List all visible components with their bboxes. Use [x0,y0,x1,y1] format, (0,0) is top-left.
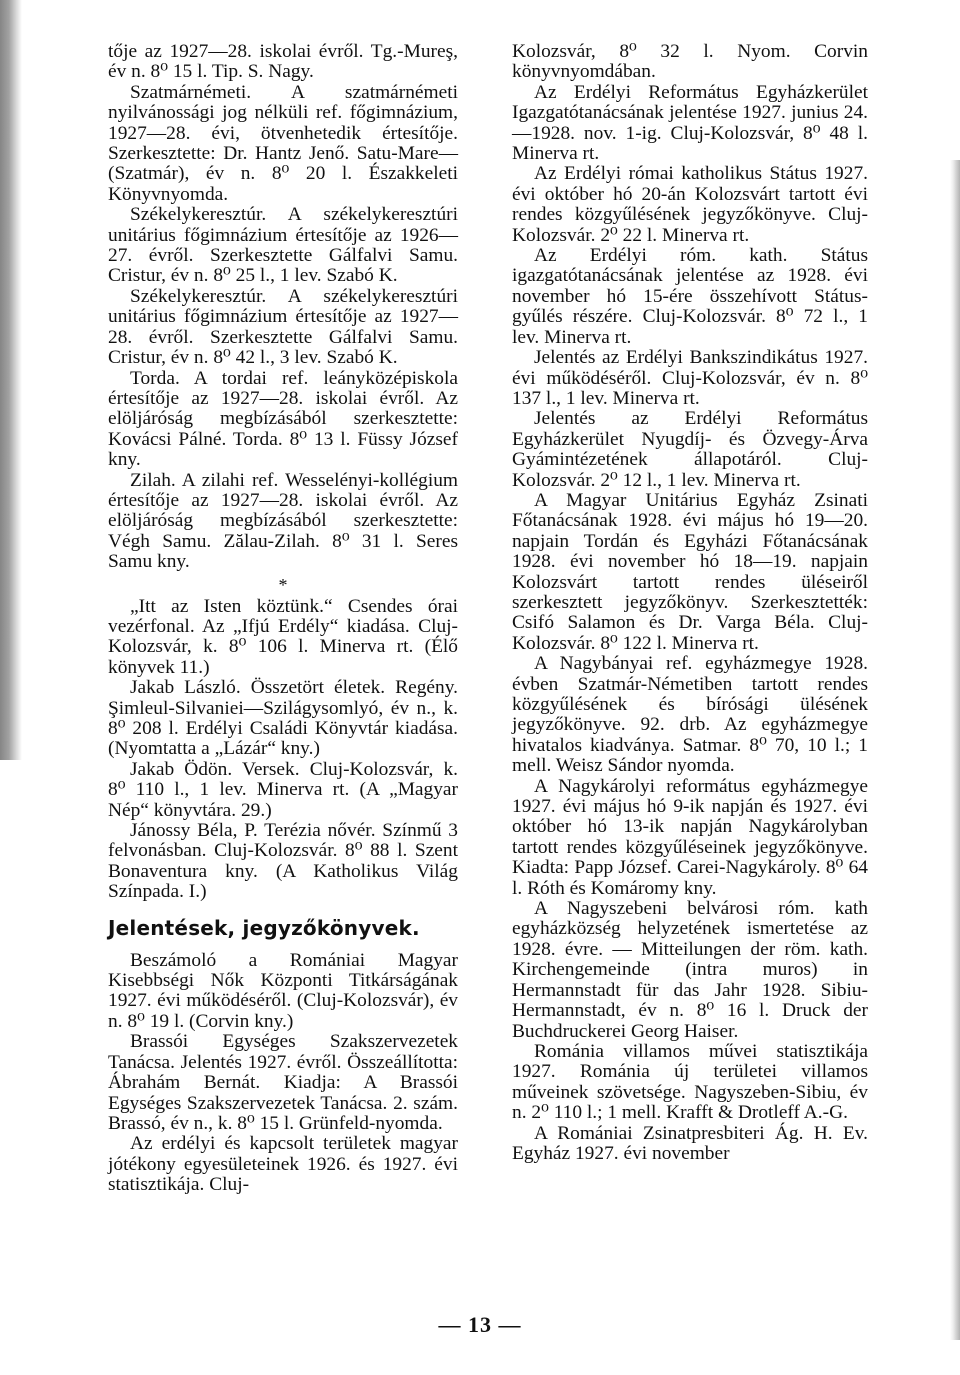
bibliography-entry: A Romániai Zsinatpresbiteri Ág. H. Ev. Egyház 1927. évi november [512,1122,868,1164]
bibliography-entry: „Itt az Isten köztünk.“ Csendes órai vezérfonal. Az „Ifjú Erdély“ kiadása. Cluj-Kolozsvár, k. 8⁰ 106 l. Minerva rt. (Élő könyvek 11.) [108,595,458,678]
bibliography-entry: A Nagybányai ref. egyházmegye 1928. évben Szatmár-Németiben tartott rendes közgyűlésének és bírósági ülésének jegyzőkönyve. 92. drb. Az egyházmegye hivatalos kiadványa. Satmar. 8⁰ 70, 10 l.; 1 mell. Weisz Sándor nyomda. [512,653,868,777]
bibliography-entry: A Magyar Unitárius Egyház Zsinati Főtanácsának 1928. évi május hó 19—20. napjain Tordán és Egyházi Főtanácsának 1928. évi november hó 18—19. napjain Kolozsvárt tartott rendes üléseiről szerkesztett jegyzőkönyv. Szerkesztették: Csifó Salamon és Dr. Varga Béla. Cluj-Kolozsvár. 8⁰ 122 l. Minerva rt. [512,489,868,654]
page-number: — 13 — [438,1312,522,1337]
bibliography-entry: Jakab Ödön. Versek. Cluj-Kolozsvár, k. 8⁰ 110 l., 1 lev. Minerva rt. (A „Magyar Nép“ könyvtára. 29.) [108,758,458,821]
bibliography-entry: Torda. A tordai ref. leányközépiskola értesítője az 1927—28. iskolai évről. Az elöljáróság megbízásából szerkesztette: Kovácsi Pálné. Torda. 8⁰ 13 l. Füssy József kny. [108,367,458,471]
bibliography-entry: Beszámoló a Romániai Magyar Kisebbségi Nők Központi Titkárságának 1927. évi működéséről. (Cluj-Kolozsvár), év n. 8⁰ 19 l. (Corvin kny.) [108,949,458,1032]
bibliography-entry: Jakab László. Összetört életek. Regény. Şimleul-Silvaniei—Szilágysomlyó, év n., k. 8⁰ 208 l. Erdélyi Családi Könyvtár kiadása. (Nyomtatta a „Lázár“ kny.) [108,677,458,760]
bibliography-entry: Székelykeresztúr. A székelykeresztúri unitárius főgimnázium értesítője az 1926—27. évről. Szerkesztette Gálfalvi Samu. Cristur, év n. 8⁰ 25 l., 1 lev. Szabó K. [108,204,458,287]
bibliography-entry: Jelentés az Erdélyi Református Egyházkerület Nyugdíj- és Özvegy-Árva Gyámintézetének állapotáról. Cluj-Kolozsvár. 2⁰ 12 l., 1 lev. Minerva rt. [512,408,868,491]
bibliography-entry: tője az 1927—28. iskolai évről. Tg.-Mureş, év n. 8⁰ 15 l. Tip. S. Nagy. [108,41,458,83]
left-column [108,42,458,1196]
bibliography-entry: Az Erdélyi róm. kath. Státus igazgatótanácsának jelentése az 1928. évi november hó 15-ére összehívott Státus-gyűlés részére. Cluj-Kolozsvár. 8⁰ 72 l., 1 lev. Minerva rt. [512,245,868,348]
bibliography-entry: Kolozsvár, 8⁰ 32 l. Nyom. Corvin könyvnyomdában. [512,41,868,83]
bibliography-entry: Az Erdélyi római katholikus Státus 1927. évi október hó 20-án Kolozsvárt tartott évi rendes közgyűlésének jegyzőkönyve. Cluj-Kolozsvár. 2⁰ 22 l. Minerva rt. [512,163,868,246]
bibliography-entry: Szatmárnémeti. A szatmárnémeti nyilvánossági jog nélküli ref. főgimnázium, 1927—28. évi, ötvenhetedik értesítője. Szerkesztette: Dr. Hantz Jenő. Satu-Mare—(Szatmár), év n. 8⁰ 20 l. Északkeleti Könyvnyomda. [108,81,458,205]
bibliography-entry: Az Erdélyi Református Egyházkerület Igazgatótanácsának jelentése 1927. junius 24.—1928. nov. 1-ig. Cluj-Kolozsvár, 8⁰ 48 l. Minerva rt. [512,81,868,165]
scan-edge-shadow [0,0,22,760]
scan-edge-shadow-right [950,160,960,1340]
bibliography-entry: Székelykeresztúr. A székelykeresztúri unitárius főgimnázium értesítője az 1927—28. évről. Szerkesztette Gálfalvi Samu. Cristur, év n. 8⁰ 42 l., 3 lev. Szabó K. [108,285,458,369]
section-separator: * [278,574,288,595]
bibliography-entry: Brassói Egységes Szakszervezetek Tanácsa. Jelentés 1927. évről. Összeállította: Ábrahám Bernát. Kiadja: A Brassói Egységes Szakszervezetek Tanácsa. 2. szám. Brassó, év n., k. 8⁰ 15 l. Grünfeld-nyomda. [108,1031,458,1134]
bibliography-entry: Az erdélyi és kapcsolt területek magyar jótékony egyesületeinek 1926. és 1927. évi statisztikája. Cluj- [108,1133,458,1196]
bibliography-entry: Románia villamos művei statisztikája 1927. Románia új területei villamos műveinek szövetsége. Nagyszeben-Sibiu, év n. 2⁰ 110 l.; 1 mell. Krafft & Drotleff A.-G. [512,1040,868,1124]
bibliography-entry: Jelentés az Erdélyi Bankszindikátus 1927. évi működéséről. Cluj-Kolozsvár, év n. 8⁰ 137 l., 1 lev. Minerva rt. [512,347,868,409]
bibliography-entry: A Nagyszebeni belvárosi róm. kath egyházközség helyzetének ismertetése az 1928. évre. — Mitteilungen der röm. kath. Kirchengemeinde (intra muros) in Hermannstadt für das Jahr 1928. Sibiu-Hermannstadt, év n. 8⁰ 16 l. Druck der Buchdruckerei Georg Haiser. [512,898,868,1042]
bibliography-entry: Jánossy Béla, P. Terézia nővér. Színmű 3 felvonásban. Cluj-Kolozsvár. 8⁰ 88 l. Szent Bonaventura kny. (A Katholikus Világ Színpada. I.) [108,820,458,903]
right-column [512,42,868,1164]
bibliography-entry: Zilah. A zilahi ref. Wesselényi-kollégium értesítője az 1927—28. iskolai évről. Az elöljáróság megbízásából szerkesztette: Végh Samu. Zălau-Zilah. 8⁰ 31 l. Seres Samu kny. [108,469,458,573]
bibliography-entry: A Nagykárolyi református egyházmegye 1927. évi május hó 9-ik napján és 1927. évi október hó 13-ik napján Nagykárolyban tartott rendes közgyűléseinek jegyzőkönyve. Kiadta: Papp József. Carei-Nagykároly. 8⁰ 64 l. Róth és Komáromy kny. [512,775,868,899]
section-heading: Jelentések, jegyzőkönyvek. [108,915,420,940]
